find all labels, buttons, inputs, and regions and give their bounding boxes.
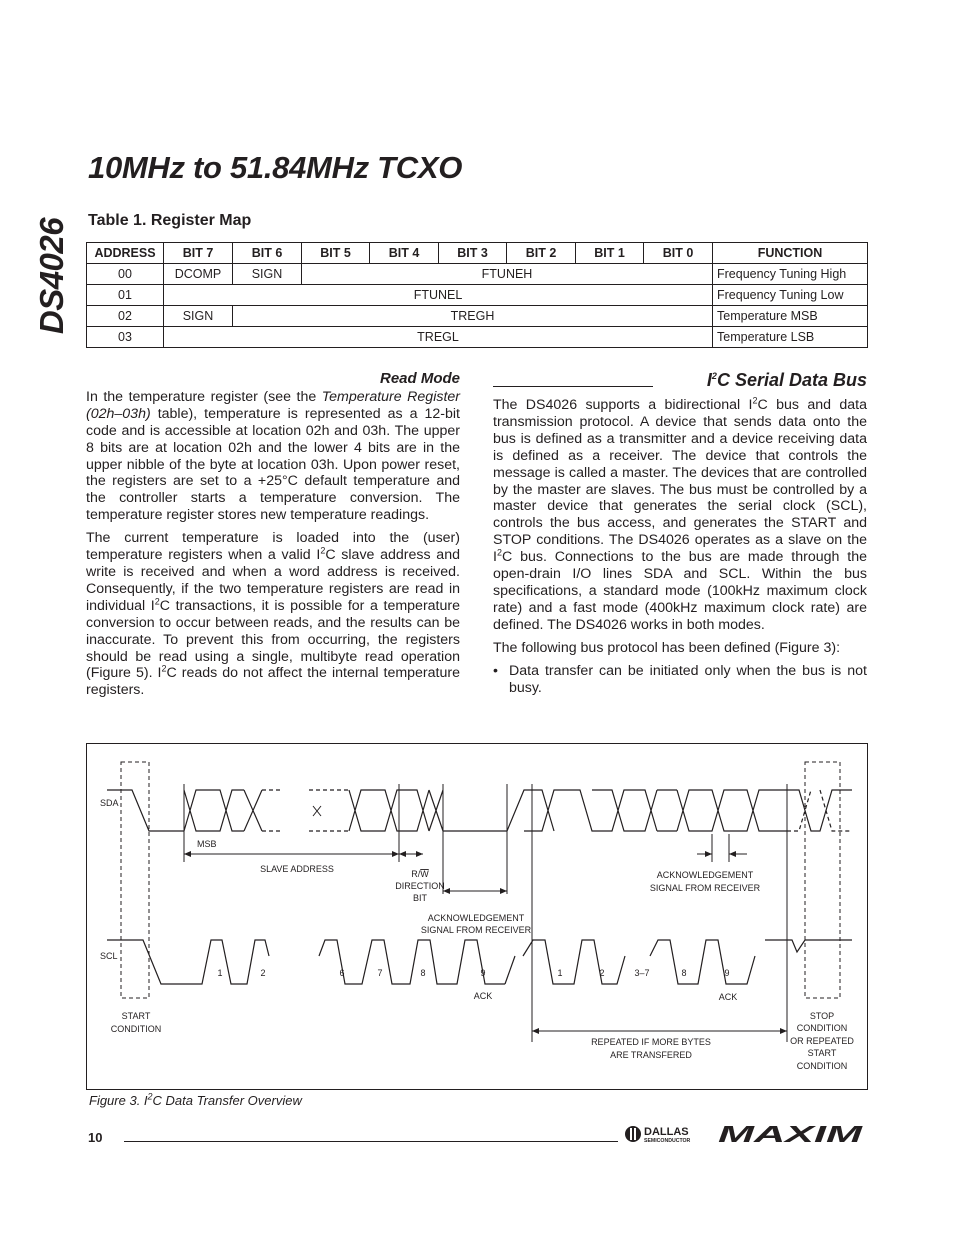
clock-label: 8 <box>420 968 426 978</box>
col-header: BIT 0 <box>644 243 713 264</box>
stop-label: STOP <box>809 1011 835 1021</box>
table-caption: Table 1. Register Map <box>88 212 252 229</box>
clock-label: 6 <box>339 968 345 978</box>
cell-address: 02 <box>87 306 164 327</box>
ack-label: ACK <box>473 991 493 1001</box>
stop-label: START <box>807 1048 837 1058</box>
svg-text:MAXIM: MAXIM <box>718 1124 864 1144</box>
list-item: • Data transfer can be initiated only when the bus is not busy. <box>493 662 867 696</box>
clock-label: 7 <box>377 968 383 978</box>
side-part-number: DS4026 <box>33 217 70 335</box>
start-label: CONDITION <box>110 1024 162 1034</box>
left-column <box>86 371 460 705</box>
svg-text:DALLAS: DALLAS <box>644 1126 689 1138</box>
clock-label: 2 <box>260 968 266 978</box>
ack-signal-label: SIGNAL FROM RECEIVER <box>420 925 532 935</box>
stop-label: CONDITION <box>796 1061 848 1071</box>
paragraph: The current temperature is loaded into the (user) temperature registers when a valid $I^2C$ slave address and write is received and when a word address is received. Consequently, if the two temperature registers are read in individual $I^2C$ transactions, it is possible for a temperature conversion to occur between reads, and the results can be inaccurate. To prevent this from occurring, the registers should be read using a single, multibyte read operation (Figure 5). $I^2C$ reads do not affect the internal temperature registers. <box>86 530 461 699</box>
cell-address: 01 <box>87 285 164 306</box>
read-mode-heading: Read Mode <box>379 370 460 387</box>
rw-label: R/W <box>411 869 429 879</box>
col-header: BIT 4 <box>370 243 439 264</box>
cell-bit: DCOMP <box>164 264 233 285</box>
ack-signal-label: ACKNOWLEDGEMENT <box>427 913 525 923</box>
right-column <box>493 397 867 696</box>
clock-label: 8 <box>681 968 687 978</box>
timing-diagram <box>86 743 868 1090</box>
bit-label: BIT <box>412 893 428 903</box>
footer-rule <box>124 1141 618 1142</box>
ack-signal-label: ACKNOWLEDGEMENT <box>656 870 754 880</box>
cell-bits: TREGH <box>233 306 713 327</box>
col-header: BIT 5 <box>302 243 370 264</box>
svg-text:SEMICONDUCTOR: SEMICONDUCTOR <box>644 1138 691 1144</box>
col-header: BIT 3 <box>439 243 507 264</box>
cell-function: Temperature LSB <box>713 327 868 348</box>
col-header: BIT 1 <box>576 243 644 264</box>
slave-address-label: SLAVE ADDRESS <box>260 864 334 874</box>
stop-label: OR REPEATED <box>790 1036 854 1046</box>
cell-function: Frequency Tuning Low <box>713 285 868 306</box>
cell-address: 03 <box>87 327 164 348</box>
register-map-table <box>86 242 868 348</box>
table-row <box>87 306 868 327</box>
col-header: BIT 7 <box>164 243 233 264</box>
ack-signal-label: SIGNAL FROM RECEIVER <box>649 883 761 893</box>
paragraph: The following bus protocol has been defined (Figure 3): <box>493 639 841 656</box>
cell-address: 00 <box>87 264 164 285</box>
clock-label: 9 <box>724 968 730 978</box>
direction-label: DIRECTION <box>395 881 445 891</box>
table-row <box>87 264 868 285</box>
col-header: ADDRESS <box>87 243 164 264</box>
cell-bit: SIGN <box>164 306 233 327</box>
maxim-logo <box>718 1124 864 1144</box>
clock-label: 1 <box>557 968 563 978</box>
cell-bits: FTUNEL <box>164 285 713 306</box>
cell-function: Temperature MSB <box>713 306 868 327</box>
clock-label: 1 <box>217 968 223 978</box>
sda-label: SDA <box>100 798 119 808</box>
i2c-heading: $I^2C$ Serial Data Bus <box>493 370 867 391</box>
scl-label: SCL <box>100 951 118 961</box>
cell-bits: TREGL <box>164 327 713 348</box>
figure-caption: Figure 3. $I^2C$ Data Transfer Overview <box>89 1091 302 1108</box>
col-header: FUNCTION <box>713 243 868 264</box>
repeated-label: REPEATED IF MORE BYTES <box>591 1037 711 1047</box>
repeated-label: ARE TRANSFERED <box>610 1050 692 1060</box>
clock-label: 3–7 <box>634 968 650 978</box>
paragraph: The DS4026 supports a bidirectional $I^2C$ bus and data transmission protocol. A device that sends data onto the bus is defined as a transmitter and a device receiving data is defined as a receiver. The device that controls the message is called a master. The devices that are controlled by the master are slaves. The bus must be controlled by a master device that generates the serial clock (SCL), controls the bus access, and generates the START and STOP conditions. The DS4026 operates as a slave on the $I^2C$ bus. Connections to the bus are made through the open-drain I/O lines SDA and SCL. Within the bus specifications, a standard mode (100kHz maximum clock rate) and a fast mode (400kHz maximum clock rate) are defined. The DS4026 works in both modes. <box>493 395 867 633</box>
cell-bits: FTUNEH <box>302 264 713 285</box>
start-label: START <box>121 1011 151 1021</box>
clock-label: 9 <box>480 968 486 978</box>
msb-label: MSB <box>197 839 217 849</box>
bullet-icon: • <box>493 662 498 679</box>
dallas-logo <box>624 1124 712 1144</box>
ack-label: ACK <box>718 992 738 1002</box>
stop-label: CONDITION <box>796 1023 848 1033</box>
cell-function: Frequency Tuning High <box>713 264 868 285</box>
page-title: 10MHz to 51.84MHz TCXO <box>88 150 463 185</box>
table-header-row <box>87 243 868 264</box>
clock-label: 2 <box>599 968 605 978</box>
page-number: 10 <box>88 1130 103 1145</box>
table-row <box>87 327 868 348</box>
table-row <box>87 285 868 306</box>
paragraph: In the temperature register (see the Temperature Register (02h–03h) table), temperature is represented as a 12-bit code and is accessible at location 02h and 03h. The upper 8 bits are at location 02h and the lower 4 bits are in the upper nibble of the byte at location 03h. Upon power reset, the registers are set to a +25°C default temperature and the controller starts a temperature conversion. The temperature register stores new temperature readings. <box>86 388 461 524</box>
col-header: BIT 6 <box>233 243 302 264</box>
cell-bit: SIGN <box>233 264 302 285</box>
col-header: BIT 2 <box>507 243 576 264</box>
